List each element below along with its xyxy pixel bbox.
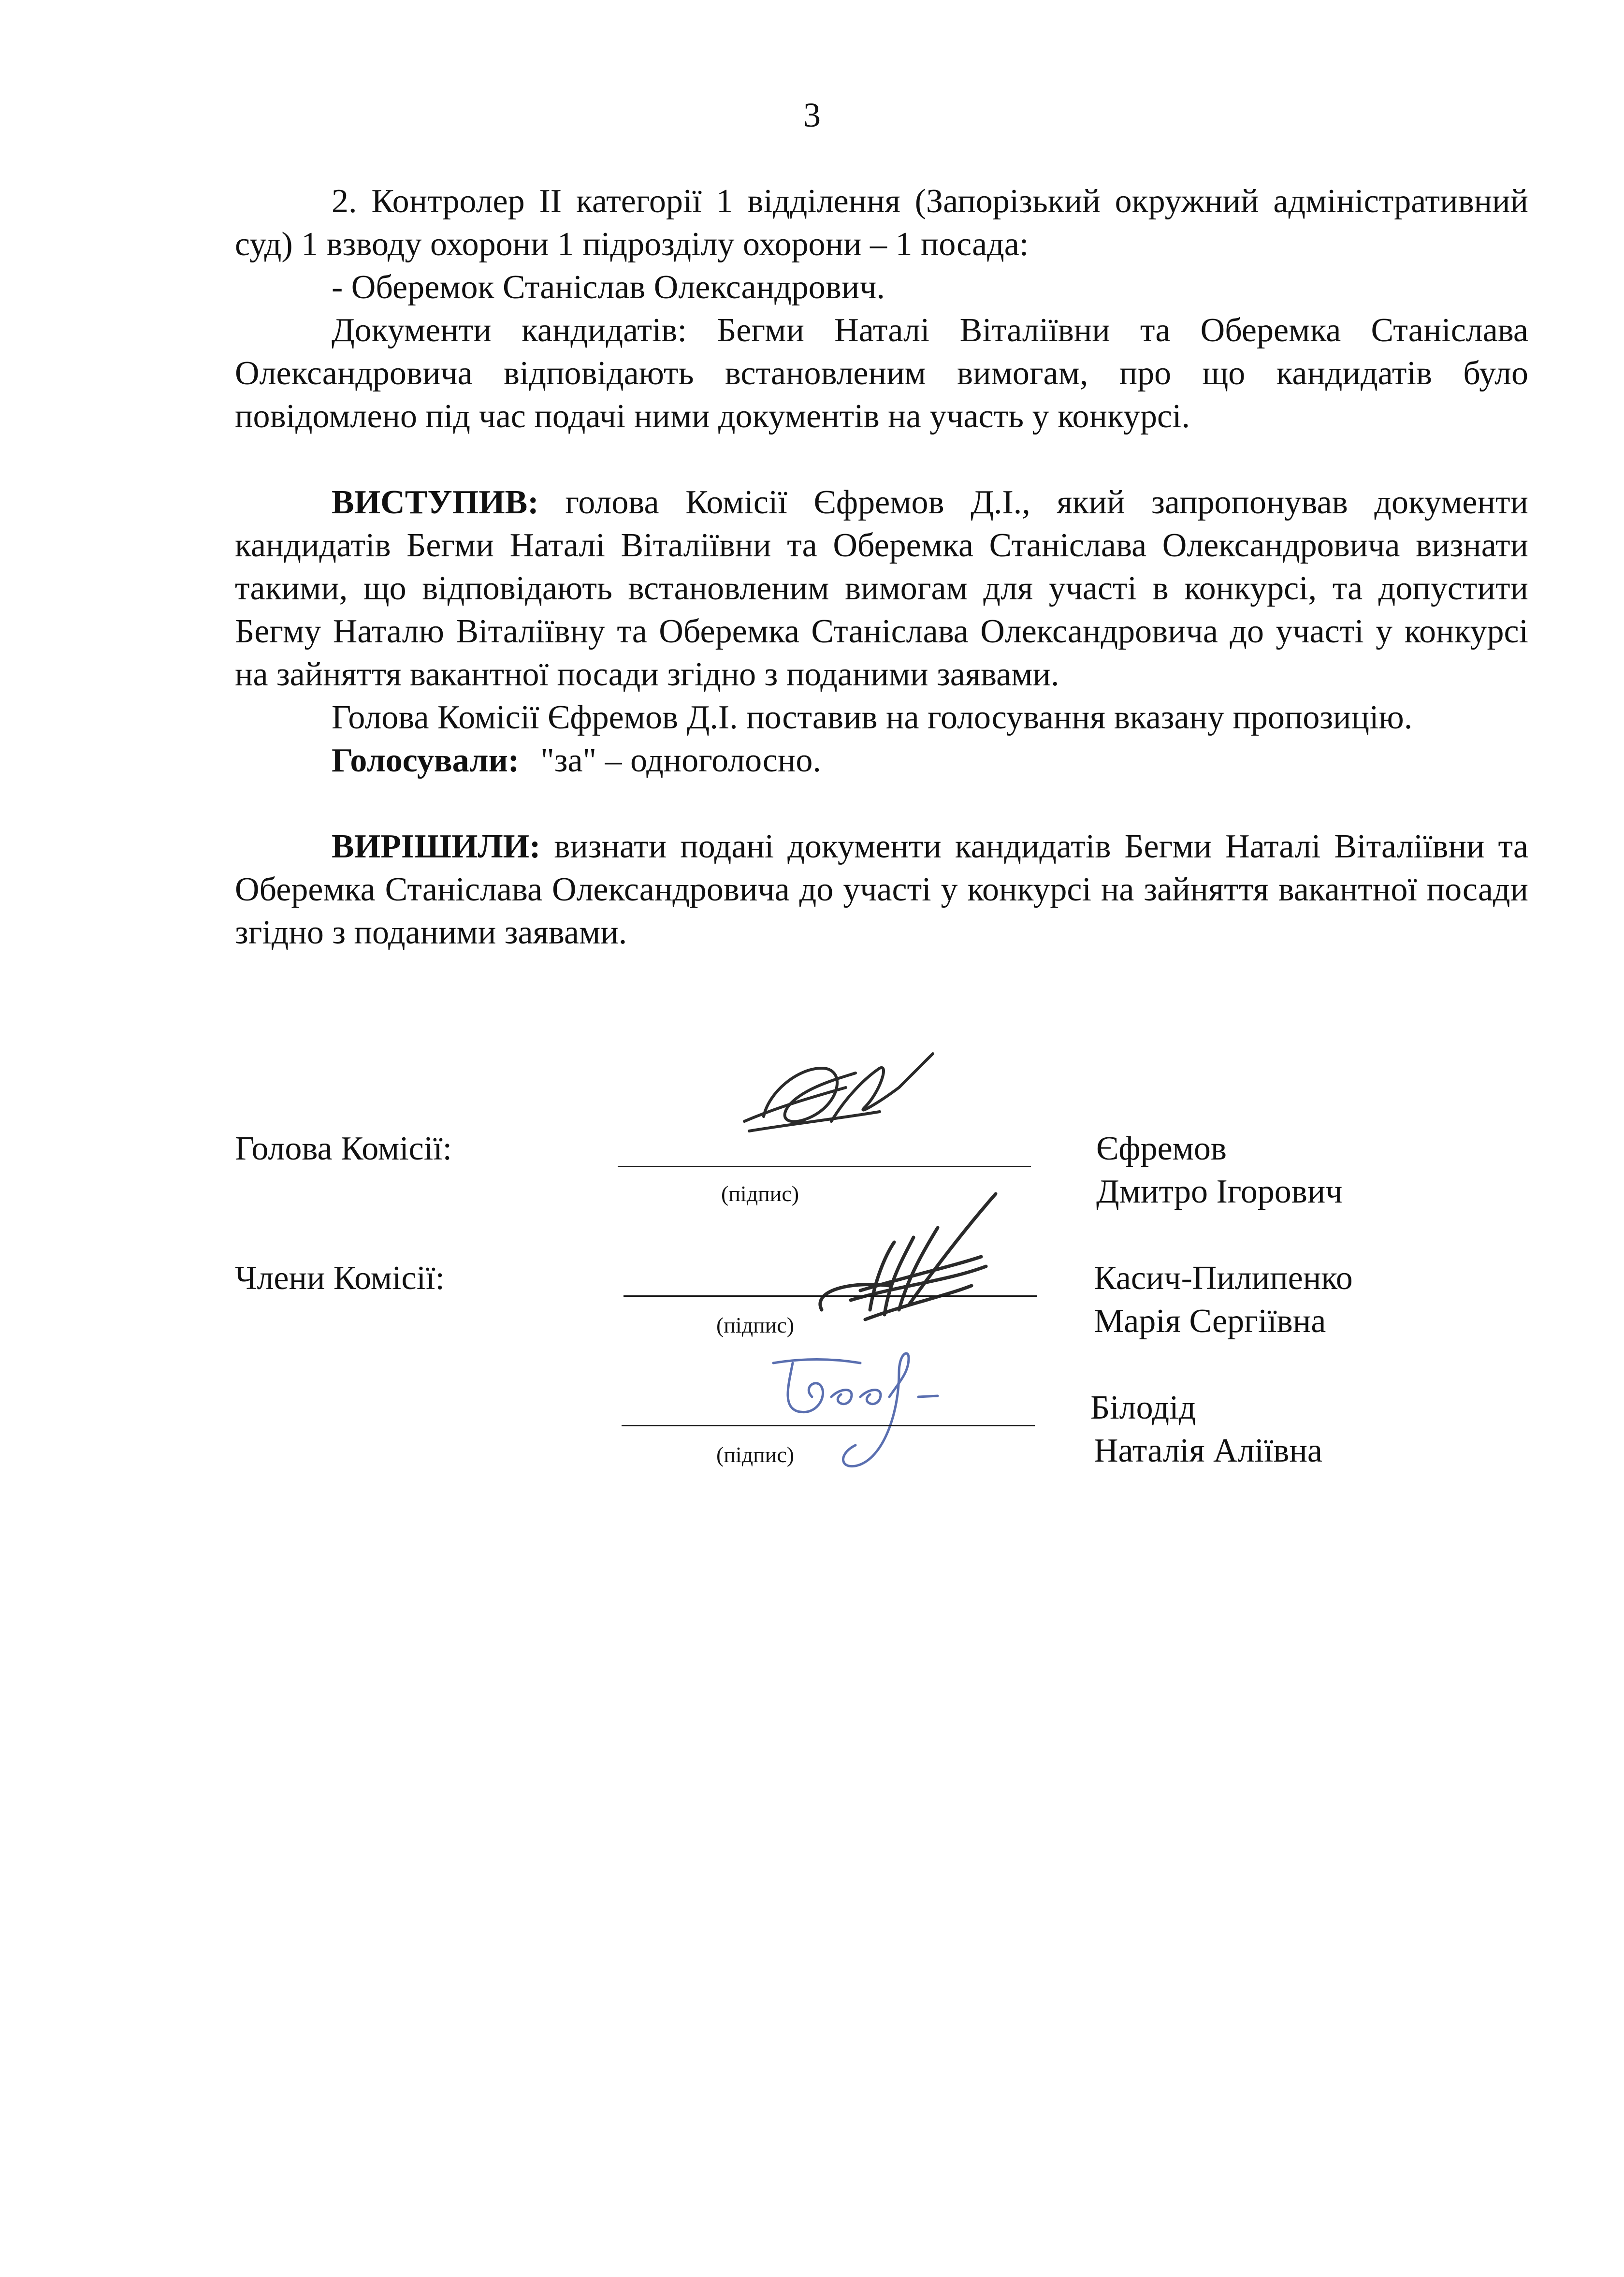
voted-paragraph bbox=[235, 739, 1528, 782]
spoke-text: голова Комісії Єфремов Д.І., який запропонував документи кандидатів Бегми Наталі Віталіївни та Оберемка Станіслава Олександровича визнати такими, що відповідають встановленим вимогам для участі в конкурсі, та допустити Бегму Наталю Віталіївну та Оберемка Станіслава Олександровича до участі у конкурсі на зайняття вакантної посади згідно з поданими заявами. bbox=[235, 484, 1528, 693]
voted-label: Голосували: bbox=[332, 742, 520, 779]
document-body bbox=[235, 180, 1528, 954]
page-number: 3 bbox=[803, 96, 821, 134]
chair-signature-caption: (підпис) bbox=[721, 1181, 799, 1206]
decided-label: ВИРІШИЛИ: bbox=[332, 828, 541, 865]
member2-signature-line bbox=[622, 1425, 1035, 1426]
candidate-line: - Оберемок Станіслав Олександрович. bbox=[332, 269, 885, 306]
member1-given-name: Марія Сергіївна bbox=[1094, 1303, 1326, 1340]
chair-signature-line bbox=[618, 1166, 1031, 1167]
member2-signature-caption: (підпис) bbox=[716, 1442, 795, 1467]
documents-paragraph: Документи кандидатів: Бегми Наталі Віталіївни та Оберемка Станіслава Олександровича відповідають встановленим вимогам, про що кандидатів було повідомлено під час подачі ними документів на участь у конкурсі. bbox=[235, 312, 1528, 435]
member1-signature-caption: (підпис) bbox=[716, 1313, 795, 1337]
decided-text: визнати подані документи кандидатів Бегми Наталі Віталіївни та Оберемка Станіслава Олександровича до участі у конкурсі на зайняття вакантної посади згідно з поданими заявами. bbox=[235, 828, 1528, 951]
chair-given-name: Дмитро Ігорович bbox=[1096, 1173, 1343, 1210]
member2-given-name: Наталія Аліївна bbox=[1094, 1432, 1322, 1469]
members-label: Члени Комісії: bbox=[235, 1260, 445, 1297]
chair-label: Голова Комісії: bbox=[235, 1130, 452, 1167]
member1-signature bbox=[793, 1184, 1025, 1339]
decided-paragraph bbox=[235, 825, 1528, 954]
vote-put-paragraph: Голова Комісії Єфремов Д.І. поставив на голосування вказану пропозицію. bbox=[332, 699, 1413, 736]
spoke-label: ВИСТУПИВ: bbox=[332, 484, 539, 521]
voted-text: "за" – одноголосно. bbox=[540, 742, 821, 779]
spoke-paragraph bbox=[235, 481, 1528, 696]
member1-surname: Касич-Пилипенко bbox=[1094, 1260, 1353, 1297]
item-2-paragraph: 2. Контролер II категорії 1 відділення (Запорізький окружний адміністративний суд) 1 взводу охорони 1 підрозділу охорони – 1 посада: bbox=[235, 183, 1528, 263]
member2-surname: Білодід bbox=[1090, 1389, 1196, 1426]
chair-surname: Єфремов bbox=[1096, 1130, 1227, 1167]
member1-signature-line bbox=[624, 1295, 1037, 1297]
chair-signature bbox=[735, 1049, 938, 1141]
